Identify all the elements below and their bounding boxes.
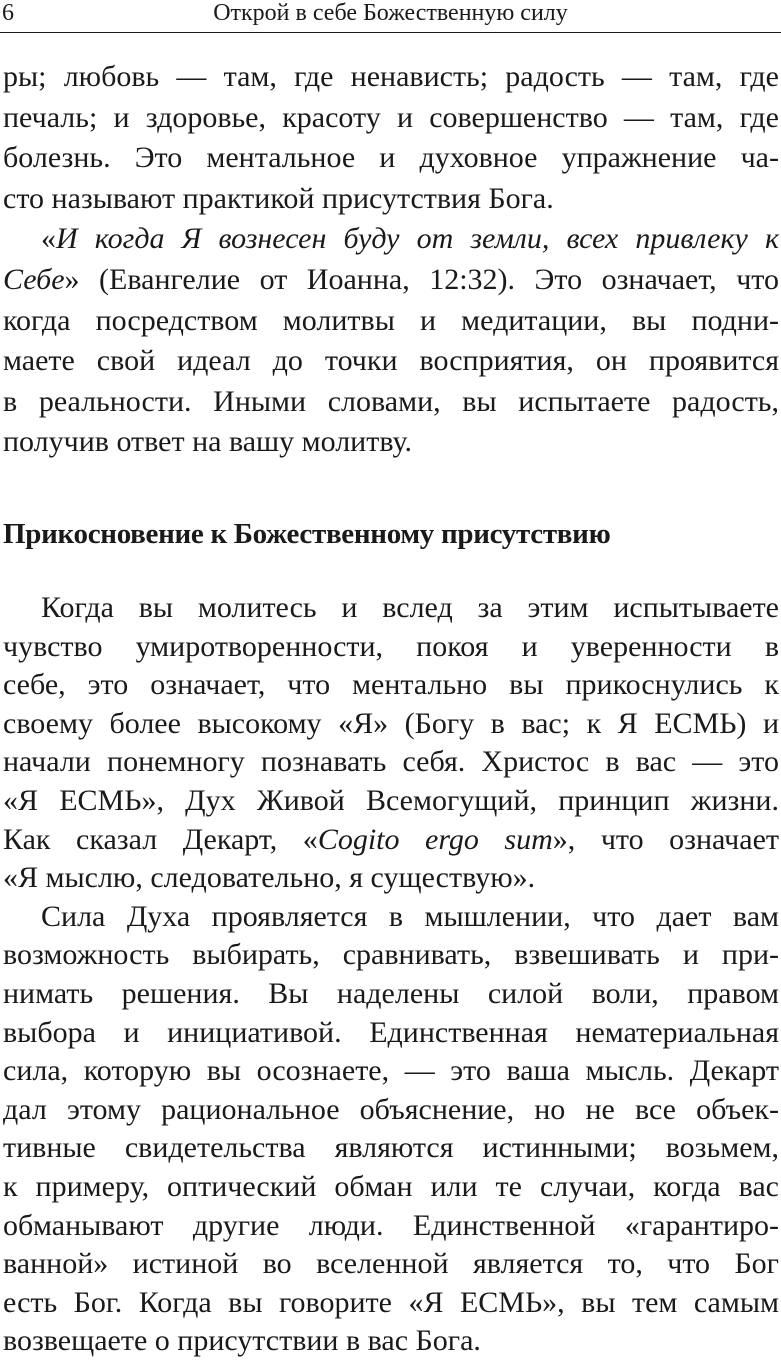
text-segment: Как сказал Декарт, « [3, 822, 318, 856]
text-line: чувство умиротворенности, покоя и уверенности в [3, 629, 779, 663]
citation: » (Евангелие от Иоанна, 12:32). Это означает, что [64, 262, 779, 296]
text-line: возможность выбирать, сравнивать, взвешивать и при- [3, 938, 779, 972]
text-line: сто называют практикой присутствия Бога. [3, 181, 554, 215]
text-line: ванной» истиной во вселенной является то, что Бог [3, 1247, 779, 1281]
paragraph [3, 57, 779, 219]
text-line [3, 821, 779, 860]
text-line: печаль; и здоровье, красоту и совершенство — там, где [3, 100, 779, 134]
text-line: сила, которую вы осознаете, — это ваша мысль. Декарт [3, 1054, 779, 1088]
page-number: 6 [2, 0, 14, 26]
text-line: своему более высокому «Я» (Богу в вас; к Я ЕСМЬ) и [3, 706, 779, 740]
scripture-quote-end: Себе [3, 262, 65, 296]
scripture-quote: И когда Я вознесен буду от земли, всех привлеку к [56, 222, 779, 256]
paragraph [3, 898, 779, 1361]
paragraph [3, 589, 779, 898]
text-line: тивные свидетельства являются истинными; возьмем, [3, 1131, 779, 1165]
text-line: дал этому рациональное объяснение, но не все объек- [3, 1092, 779, 1126]
text-line: ры; любовь — там, где ненависть; радость — там, где [3, 60, 779, 93]
text-line: болезнь. Это ментальное и духовное упражнение ча- [3, 141, 779, 175]
text-line: маете свой идеал до точки восприятия, он проявится [3, 344, 779, 378]
text-line: Когда вы молитесь и вслед за этим испытываете [41, 591, 779, 624]
section-body [3, 589, 779, 1361]
text-line: начали понемногу познавать себя. Христос в вас — это [3, 745, 779, 779]
latin-phrase: Cogito ergo sum [317, 822, 553, 856]
text-line [3, 219, 779, 260]
text-line: «Я мыслю, следовательно, я существую». [3, 861, 536, 895]
text-line: нимать решения. Вы наделены силой воли, правом [3, 976, 779, 1010]
text-line: «Я ЕСМЬ», Дух Живой Всемогущий, принцип жизни. [3, 783, 779, 817]
text-line: есть Бог. Когда вы говорите «Я ЕСМЬ», вы тем самым [3, 1285, 779, 1319]
text-line: к примеру, оптический обман или те случаи, когда вас [3, 1169, 779, 1203]
text-line: Сила Духа проявляется в мышлении, что дает вам [41, 899, 779, 933]
open-quote: « [41, 222, 56, 256]
text-line: себе, это означает, что ментально вы прикоснулись к [3, 668, 779, 702]
running-head [0, 0, 781, 33]
text-line: получив ответ на вашу молитву. [3, 425, 412, 459]
text-line [3, 260, 779, 301]
text-line: в реальности. Иными словами, вы испытаете радость, [3, 384, 779, 418]
text-segment: », что означает [552, 822, 779, 856]
book-title: Открой в себе Божественную силу [213, 0, 568, 26]
text-line: выбора и инициативой. Единственная нематериальная [3, 1015, 779, 1049]
section-continuation [3, 57, 779, 463]
text-line: когда посредством молитвы и медитации, вы подни- [3, 303, 779, 337]
text-line: возвещаете о присутствии в вас Бога. [3, 1324, 481, 1358]
text-line: обманывают другие люди. Единственной «гарантиро- [3, 1208, 779, 1242]
section-heading: Прикосновение к Божественному присутствию [3, 518, 611, 550]
paragraph-quote [3, 219, 779, 463]
